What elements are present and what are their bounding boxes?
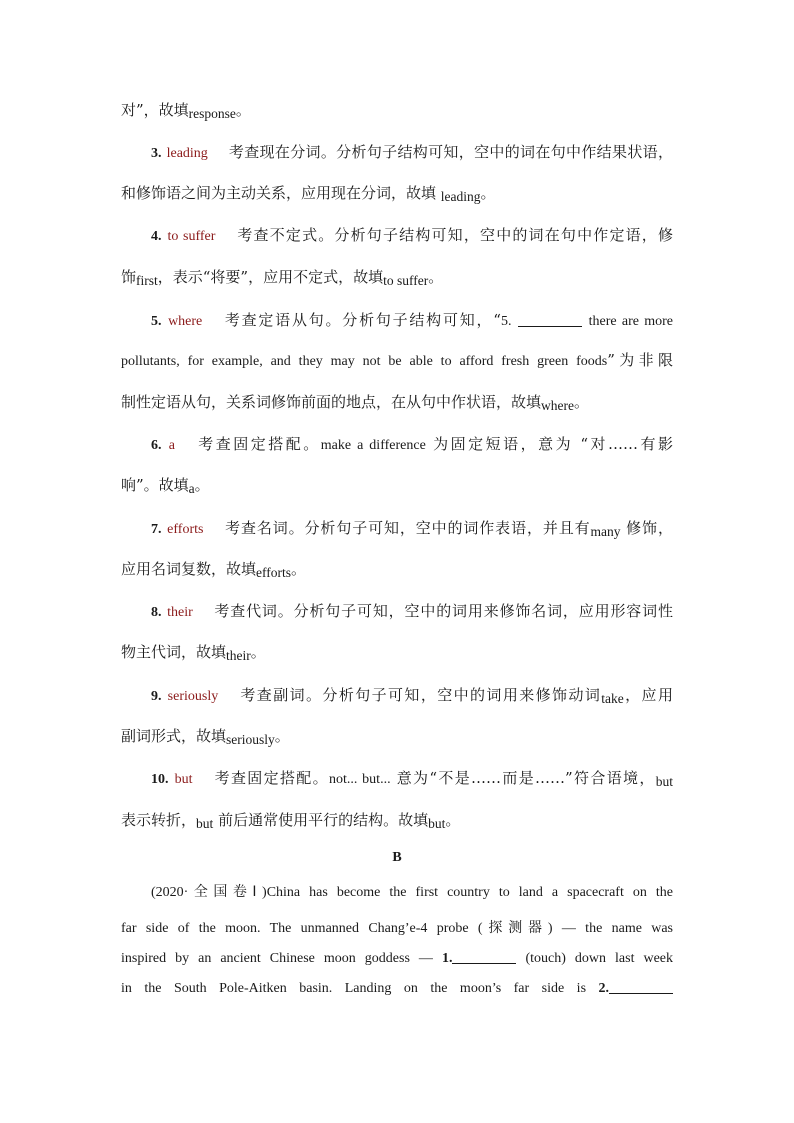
- explanation-text: 修饰，: [626, 519, 673, 537]
- answer-key: leading: [166, 146, 208, 161]
- english-word: first: [136, 273, 158, 288]
- item-number: 5.: [151, 314, 162, 329]
- answer-word: leading: [440, 189, 481, 204]
- quote-number: 5.: [500, 314, 512, 329]
- answer-item-8-cont: [121, 642, 673, 666]
- explanation-text: 意为“不是……而是……”符合语境，: [396, 769, 656, 787]
- passage-line-3: [121, 949, 673, 969]
- explanation-text: 考查副词。分析句子可知，空中的词用来修饰动词: [240, 686, 602, 704]
- answer-word: but: [428, 816, 446, 831]
- text: 。: [480, 184, 496, 202]
- text: 。: [574, 393, 590, 411]
- explanation-text: 考查现在分词。分析句子结构可知，空中的词在句中作结果状语，: [228, 143, 673, 161]
- passage-line-2: [121, 918, 673, 939]
- english-word: take: [601, 691, 624, 706]
- explanation-text: 考查不定式。分析句子结构可知，空中的词在句中作定语，修: [237, 226, 673, 244]
- answer-item-3: [151, 142, 673, 164]
- text: 。: [194, 476, 210, 494]
- text: 。: [274, 727, 290, 745]
- answer-key: their: [167, 605, 193, 620]
- explanation-text: 考查代词。分析句子可知，空中的词用来修饰名词，应用形容词性: [214, 602, 673, 620]
- explanation-text: ，应用: [623, 686, 673, 704]
- item-number: 9.: [151, 689, 162, 704]
- passage-line-1: [151, 882, 673, 903]
- answer-item-4: [151, 225, 673, 247]
- answer-item-9-cont: [121, 726, 673, 750]
- quote-text: pollutants, for example, and they may not be able to afford fresh green foods: [121, 354, 608, 369]
- answer-item-7-cont: [121, 559, 673, 583]
- answer-item-9: [151, 685, 673, 709]
- answer-key: a: [168, 438, 175, 453]
- answer-item-7: [151, 518, 673, 542]
- answer-item-5-cont2: [121, 392, 673, 416]
- explanation-text: 应用名词复数，故填: [121, 560, 257, 578]
- answer-item-10-cont: [121, 810, 673, 834]
- text: 。: [235, 101, 251, 119]
- answer-word: to suffer: [383, 273, 429, 288]
- answer-item-4-cont: [121, 267, 673, 291]
- answer-word: where: [541, 398, 574, 413]
- answer-key: seriously: [167, 689, 219, 704]
- source-exam: 全国卷Ⅰ: [188, 884, 263, 900]
- answer-item-3-cont: [121, 183, 673, 207]
- explanation-text: 为固定短语，意为 “对……有影: [433, 435, 673, 453]
- blank-line: [609, 979, 673, 994]
- passage-text: )China has become the first country to land a spacecraft on the: [262, 885, 673, 900]
- quote-text: there are more: [588, 314, 674, 329]
- answer-key: but: [174, 772, 193, 787]
- english-phrase: make a difference: [320, 438, 426, 453]
- answer-item-5: [151, 310, 673, 332]
- item-number: 8.: [151, 605, 162, 620]
- source-year: (2020·: [151, 885, 189, 900]
- english-word: many: [590, 524, 621, 539]
- passage-text: ) — the name was: [547, 921, 674, 936]
- blank-number: 1.: [441, 951, 453, 966]
- answer-word: a: [188, 481, 195, 496]
- answer-word: efforts: [256, 565, 292, 580]
- explanation-text: 考查固定搭配。: [198, 435, 321, 453]
- blank-line: [452, 949, 516, 964]
- explanation-text: ，表示“将要”，应用不定式，故填: [157, 268, 384, 286]
- text: 。: [428, 268, 444, 286]
- english-word: but: [196, 816, 214, 831]
- item-number: 3.: [151, 146, 162, 161]
- explanation-text: ”为非限: [607, 351, 673, 369]
- item-number: 7.: [151, 522, 162, 537]
- explanation-text: 和修饰语之间为主动关系，应用现在分词，故填: [121, 184, 437, 202]
- item-number: 6.: [151, 438, 162, 453]
- blank-line: [518, 312, 582, 327]
- answer-item-10: [151, 768, 673, 792]
- passage-text: inspired by an ancient Chinese moon goddess —: [121, 951, 433, 966]
- explanation-text: 制性定语从句，关系词修饰前面的地点，在从句中作状语，故填: [121, 393, 542, 411]
- answer-item-5-cont: [121, 350, 673, 372]
- answer-word: response: [188, 106, 236, 121]
- english-word: but: [655, 774, 673, 789]
- passage-text: (touch) down last week: [525, 951, 674, 966]
- explanation-text: 响”。故填: [121, 476, 189, 494]
- answer-item-6-cont: [121, 475, 673, 499]
- item-number: 4.: [151, 229, 162, 244]
- passage-text: in the South Pole-Aitken basin. Landing on the moon’s far side is: [121, 981, 587, 996]
- answer-key: efforts: [167, 522, 204, 537]
- explanation-text: 考查固定搭配。: [214, 769, 329, 787]
- passage-line-4: [121, 979, 673, 999]
- answer-item-6: [151, 434, 673, 456]
- blank-number: 2.: [598, 981, 610, 996]
- text: 。: [291, 560, 307, 578]
- item-number: 10.: [151, 772, 169, 787]
- answer-key: where: [168, 314, 203, 329]
- explanation-text: 副词形式，故填: [121, 727, 227, 745]
- english-phrase: not... but...: [328, 772, 391, 787]
- explanation-text: 表示转折，: [121, 811, 197, 829]
- passage-text: far side of the moon. The unmanned Chang’e-4 probe (: [121, 921, 483, 936]
- answer-word: seriously: [226, 732, 275, 747]
- text: 。: [250, 643, 266, 661]
- explanation-text: 考查名词。分析句子可知，空中的词作表语，并且有: [225, 519, 591, 537]
- answer-word: their: [226, 648, 251, 663]
- explanation-text: 考查定语从句。分析句子结构可知，“: [224, 311, 501, 329]
- text: 。: [445, 811, 461, 829]
- explanation-text: 物主代词，故填: [121, 643, 227, 661]
- answer-item-8: [151, 601, 673, 623]
- answer-line-2-end: [121, 100, 673, 124]
- text: 对”，故填: [121, 101, 189, 119]
- answer-key: to suffer: [167, 229, 216, 244]
- section-heading: B: [392, 850, 402, 865]
- gloss-text: 探测器: [482, 920, 548, 936]
- explanation-text: 前后通常使用平行的结构。故填: [218, 811, 429, 829]
- text: 饰: [121, 268, 137, 286]
